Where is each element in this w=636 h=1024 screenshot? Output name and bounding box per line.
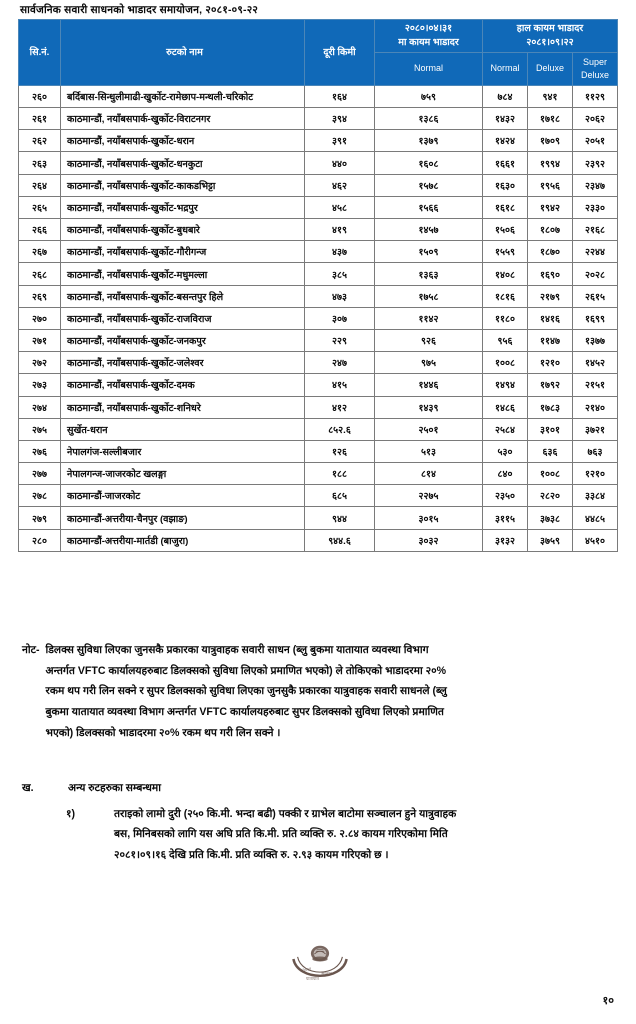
cell-old-normal-fare: १६०८	[375, 152, 483, 174]
section-heading: अन्य रुटहरुका सम्बन्धमा	[68, 782, 161, 794]
cell-deluxe-fare: २८२०	[528, 485, 573, 507]
column-header-super-deluxe	[573, 52, 618, 85]
cell-normal-fare: १४९४	[483, 374, 528, 396]
cell-distance: ८५२.६	[305, 418, 375, 440]
cell-normal-fare: १००८	[483, 352, 528, 374]
cell-route-name: काठमान्डौं, नयाँबसपार्क-खुर्कोट-बुधबारे	[61, 219, 305, 241]
cell-super-deluxe-fare: २०२८	[573, 263, 618, 285]
cell-super-deluxe-fare: ११२९	[573, 85, 618, 107]
old-fare-caption: मा कायम भाडादर	[398, 36, 459, 48]
cell-serial-no: २७४	[19, 396, 61, 418]
cell-normal-fare: ३११५	[483, 507, 528, 529]
cell-super-deluxe-fare: १३७७	[573, 329, 618, 351]
table-row	[19, 352, 618, 374]
cell-old-normal-fare: १५७८	[375, 174, 483, 196]
table-row	[19, 108, 618, 130]
svg-text:सरकार: सरकार	[321, 971, 332, 977]
table-row	[19, 285, 618, 307]
cell-super-deluxe-fare: २६१५	[573, 285, 618, 307]
cell-deluxe-fare: ३७५९	[528, 529, 573, 551]
cell-old-normal-fare: १३६३	[375, 263, 483, 285]
column-header-current-fare	[483, 20, 618, 53]
section-heading-row	[22, 778, 616, 799]
cell-deluxe-fare: १९५६	[528, 174, 573, 196]
table-row	[19, 485, 618, 507]
column-header-route-name: रुटको नाम	[61, 20, 305, 86]
cell-route-name: काठमान्डौं, नयाँबसपार्क-खुर्कोट-जनकपुर	[61, 329, 305, 351]
section-item-line: २०८१।०९।१६ देखि प्रति कि.मी. प्रति व्यक्ति रु. २.९३ कायम गरिएको छ ।	[114, 848, 389, 861]
cell-normal-fare: २५८४	[483, 418, 528, 440]
cell-distance: ९४४	[305, 507, 375, 529]
cell-normal-fare: १६६१	[483, 152, 528, 174]
cell-distance: ३९१	[305, 130, 375, 152]
cell-serial-no: २७५	[19, 418, 61, 440]
cell-serial-no: २७८	[19, 485, 61, 507]
cell-super-deluxe-fare: २३९२	[573, 152, 618, 174]
cell-route-name: काठमान्डौं-जाजरकोट	[61, 485, 305, 507]
cell-super-deluxe-fare: २०५१	[573, 130, 618, 152]
cell-route-name: काठमान्डौं-अत्तरीया-चैनपुर (वझाङ)	[61, 507, 305, 529]
section-other-routes	[22, 778, 616, 866]
cell-serial-no: २६९	[19, 285, 61, 307]
svg-text:नेपाल: नेपाल	[302, 966, 312, 974]
cell-route-name: काठमान्डौं, नयाँबसपार्क-खुर्कोट-भद्रपुर	[61, 196, 305, 218]
cell-distance: ४५८	[305, 196, 375, 218]
cell-deluxe-fare: ३७३८	[528, 507, 573, 529]
table-header	[19, 20, 618, 86]
cell-old-normal-fare: २२७५	[375, 485, 483, 507]
cell-serial-no: २८०	[19, 529, 61, 551]
cell-distance: ४१५	[305, 374, 375, 396]
table-row	[19, 440, 618, 462]
cell-route-name: सुर्खेत-धरान	[61, 418, 305, 440]
table-body	[19, 85, 618, 551]
cell-super-deluxe-fare: ३३८४	[573, 485, 618, 507]
current-fare-date: २०८१।०९।२२	[526, 36, 574, 48]
cell-old-normal-fare: ७५९	[375, 85, 483, 107]
current-fare-caption: हाल कायम भाडादर	[516, 23, 584, 34]
cell-route-name: काठमान्डौं, नयाँबसपार्क-खुर्कोट-शनिधरे	[61, 396, 305, 418]
cell-deluxe-fare: १४१६	[528, 307, 573, 329]
note-line: डिलक्स सुविधा लिएका जुनसकै प्रकारका यात्रुवाहक सवारी साधन (ब्लु बुकमा यातायात व्यवस्था विभाग	[45, 644, 429, 656]
cell-normal-fare: ५३०	[483, 440, 528, 462]
note-line: अन्तर्गत VFTC कार्यालयहरुबाट डिलक्सको सुविधा लिएको प्रमाणित भएको) ले तोकिएको भाडादरमा २०%	[45, 664, 447, 677]
cell-serial-no: २७७	[19, 463, 61, 485]
table-row	[19, 374, 618, 396]
cell-deluxe-fare: ६३६	[528, 440, 573, 462]
cell-route-name: नेपालगन्ज-जाजरकोट खलङ्गा	[61, 463, 305, 485]
cell-distance: २४७	[305, 352, 375, 374]
cell-super-deluxe-fare: २२४४	[573, 241, 618, 263]
cell-deluxe-fare: ११४७	[528, 329, 573, 351]
cell-distance: ४७३	[305, 285, 375, 307]
cell-distance: १८८	[305, 463, 375, 485]
table-row	[19, 307, 618, 329]
super-deluxe-line2: Deluxe	[580, 69, 609, 80]
column-header-old-fare	[375, 20, 483, 53]
old-fare-date: २०८०।०४।३१	[404, 23, 453, 34]
cell-distance: ६८५	[305, 485, 375, 507]
official-seal-icon	[285, 938, 355, 994]
note-row	[22, 640, 616, 743]
cell-old-normal-fare: ५१३	[375, 440, 483, 462]
page-title: सार्वजनिक सवारी साधनको भाडादर समायोजन, २०८१-०९-२२	[20, 4, 259, 16]
cell-route-name: नेपालगंज-सल्लीबजार	[61, 440, 305, 462]
cell-old-normal-fare: २५०१	[375, 418, 483, 440]
cell-super-deluxe-fare: २१४०	[573, 396, 618, 418]
cell-old-normal-fare: १३८६	[375, 108, 483, 130]
note-line: बुकमा यातायात व्यवस्था विभाग अन्तर्गत VFTC कार्यालयहरुबाट सुपर डिलक्सको सुविधा लिएको प्रमाणित	[45, 705, 444, 718]
cell-deluxe-fare: १२१०	[528, 352, 573, 374]
cell-old-normal-fare: ९२६	[375, 329, 483, 351]
cell-old-normal-fare: १५०९	[375, 241, 483, 263]
cell-old-normal-fare: ३०१५	[375, 507, 483, 529]
column-header-deluxe: Deluxe	[528, 52, 573, 85]
cell-super-deluxe-fare: १४५२	[573, 352, 618, 374]
cell-route-name: काठमान्डौं, नयाँबसपार्क-खुर्कोट-जलेश्वर	[61, 352, 305, 374]
cell-normal-fare: १४३२	[483, 108, 528, 130]
cell-deluxe-fare: १७१८	[528, 108, 573, 130]
cell-normal-fare: १८१६	[483, 285, 528, 307]
cell-super-deluxe-fare: १६९९	[573, 307, 618, 329]
cell-super-deluxe-fare: २३४७	[573, 174, 618, 196]
cell-old-normal-fare: ८१४	[375, 463, 483, 485]
column-header-serial-no: सि.नं.	[19, 20, 61, 86]
cell-distance: ३८५	[305, 263, 375, 285]
cell-old-normal-fare: १३७९	[375, 130, 483, 152]
section-key: ख.	[22, 782, 34, 794]
header-row-main	[19, 20, 618, 53]
cell-route-name: काठमान्डौं, नयाँबसपार्क-खुर्कोट-धनकुटा	[61, 152, 305, 174]
cell-deluxe-fare: १८०७	[528, 219, 573, 241]
cell-deluxe-fare: ९४१	[528, 85, 573, 107]
column-header-distance: दूरी किमी	[305, 20, 375, 86]
cell-super-deluxe-fare: ७६३	[573, 440, 618, 462]
cell-serial-no: २६७	[19, 241, 61, 263]
cell-normal-fare: १४०८	[483, 263, 528, 285]
cell-serial-no: २७१	[19, 329, 61, 351]
section-item-line: तराइको लामो दुरी (२५० कि.मी. भन्दा बढी) पक्की र ग्राभेल बाटोमा सञ्चालन हुने यात्रुवाहक	[114, 807, 457, 820]
cell-distance: ४३७	[305, 241, 375, 263]
cell-old-normal-fare: ११४२	[375, 307, 483, 329]
cell-serial-no: २६३	[19, 152, 61, 174]
cell-serial-no: २७२	[19, 352, 61, 374]
cell-normal-fare: २३५०	[483, 485, 528, 507]
cell-old-normal-fare: १४५७	[375, 219, 483, 241]
table-row	[19, 463, 618, 485]
cell-super-deluxe-fare: २०६२	[573, 108, 618, 130]
table-row	[19, 507, 618, 529]
cell-route-name: काठमान्डौं, नयाँबसपार्क-खुर्कोट-राजविराज	[61, 307, 305, 329]
cell-serial-no: २६१	[19, 108, 61, 130]
cell-old-normal-fare: ९७५	[375, 352, 483, 374]
cell-normal-fare: ८४०	[483, 463, 528, 485]
note-body	[46, 640, 617, 743]
table-row	[19, 85, 618, 107]
cell-old-normal-fare: १४३९	[375, 396, 483, 418]
cell-normal-fare: ११८०	[483, 307, 528, 329]
cell-normal-fare: १६३०	[483, 174, 528, 196]
table-row	[19, 196, 618, 218]
cell-old-normal-fare: १४४६	[375, 374, 483, 396]
cell-normal-fare: १५०६	[483, 219, 528, 241]
cell-deluxe-fare: १००८	[528, 463, 573, 485]
cell-route-name: काठमान्डौं, नयाँबसपार्क-खुर्कोट-काकडभिट्टा	[61, 174, 305, 196]
note-line: रकम थप गरी लिन सक्ने र सुपर डिलक्सको सुविधा लिएका जुनसुकै प्रकारका यात्रुवाहक सवारी साधनले (ब्लु	[45, 685, 447, 698]
cell-deluxe-fare: १७०९	[528, 130, 573, 152]
cell-distance: ३०७	[305, 307, 375, 329]
column-header-normal: Normal	[483, 52, 528, 85]
note-line: भएको) डिलक्सको भाडादरमा २०% रकम थप गरी लिन सक्ने ।	[45, 726, 281, 739]
cell-distance: ४१९	[305, 219, 375, 241]
cell-serial-no: २६४	[19, 174, 61, 196]
cell-serial-no: २६८	[19, 263, 61, 285]
cell-distance: ९४४.६	[305, 529, 375, 551]
table-row	[19, 130, 618, 152]
cell-route-name: काठमान्डौं, नयाँबसपार्क-खुर्कोट-धरान	[61, 130, 305, 152]
cell-serial-no: २७०	[19, 307, 61, 329]
table-row	[19, 152, 618, 174]
cell-deluxe-fare: १९४२	[528, 196, 573, 218]
cell-distance: २२९	[305, 329, 375, 351]
cell-route-name: काठमान्डौं, नयाँबसपार्क-खुर्कोट-मधुमल्ला	[61, 263, 305, 285]
cell-route-name: बर्दिबास-सिन्धुलीमाढी-खुर्कोट-रामेछाप-मन्थली-चरिकोट	[61, 85, 305, 107]
cell-distance: ४१२	[305, 396, 375, 418]
cell-serial-no: २६०	[19, 85, 61, 107]
cell-old-normal-fare: १५६६	[375, 196, 483, 218]
cell-distance: ३९४	[305, 108, 375, 130]
table-row	[19, 219, 618, 241]
cell-super-deluxe-fare: ४४८५	[573, 507, 618, 529]
cell-serial-no: २६२	[19, 130, 61, 152]
table-row	[19, 329, 618, 351]
cell-old-normal-fare: ३०३२	[375, 529, 483, 551]
cell-normal-fare: १६१८	[483, 196, 528, 218]
cell-normal-fare: १४८६	[483, 396, 528, 418]
note-block	[22, 640, 616, 743]
cell-super-deluxe-fare: २३३०	[573, 196, 618, 218]
cell-route-name: काठमान्डौं, नयाँबसपार्क-खुर्कोट-गौरीगन्ज	[61, 241, 305, 263]
cell-serial-no: २६५	[19, 196, 61, 218]
table-row	[19, 241, 618, 263]
cell-deluxe-fare: १८७०	[528, 241, 573, 263]
cell-route-name: काठमान्डौं, नयाँबसपार्क-खुर्कोट-विराटनगर	[61, 108, 305, 130]
cell-serial-no: २७६	[19, 440, 61, 462]
cell-super-deluxe-fare: १२१०	[573, 463, 618, 485]
section-item	[22, 804, 616, 866]
cell-normal-fare: ९५६	[483, 329, 528, 351]
section-item-line: बस, मिनिबसको लागि यस अघि प्रति कि.मी. प्रति व्यक्ति रु. २.८४ कायम गरिएकोमा मिति	[114, 828, 448, 841]
cell-super-deluxe-fare: ४५१०	[573, 529, 618, 551]
table-row	[19, 396, 618, 418]
table-row	[19, 263, 618, 285]
cell-normal-fare: १४२४	[483, 130, 528, 152]
cell-route-name: काठमान्डौं, नयाँबसपार्क-खुर्कोट-दमक	[61, 374, 305, 396]
table-row	[19, 529, 618, 551]
column-header-old-normal: Normal	[375, 52, 483, 85]
svg-text:यातायात: यातायात	[306, 976, 319, 981]
cell-route-name: काठमान्डौं, नयाँबसपार्क-खुर्कोट-बसन्तपुर हिले	[61, 285, 305, 307]
cell-deluxe-fare: १७८३	[528, 396, 573, 418]
note-label: नोट-	[22, 644, 40, 656]
cell-distance: ४६२	[305, 174, 375, 196]
cell-route-name: काठमान्डौं-अत्तरीया-मार्तडी (बाजुरा)	[61, 529, 305, 551]
cell-super-deluxe-fare: २१५१	[573, 374, 618, 396]
super-deluxe-line1: Super	[582, 56, 608, 67]
page-number: १०	[602, 995, 614, 1007]
section-item-body	[114, 804, 616, 866]
fare-adjustment-table	[18, 19, 618, 552]
cell-deluxe-fare: ३१०१	[528, 418, 573, 440]
cell-deluxe-fare: १९९४	[528, 152, 573, 174]
cell-serial-no: २७३	[19, 374, 61, 396]
cell-distance: ४४०	[305, 152, 375, 174]
cell-deluxe-fare: १६९०	[528, 263, 573, 285]
table-row	[19, 418, 618, 440]
section-item-key: १)	[66, 807, 76, 820]
cell-normal-fare: ७८४	[483, 85, 528, 107]
cell-deluxe-fare: २१७९	[528, 285, 573, 307]
cell-normal-fare: १५५९	[483, 241, 528, 263]
cell-super-deluxe-fare: २१६८	[573, 219, 618, 241]
table-row	[19, 174, 618, 196]
cell-old-normal-fare: १७५८	[375, 285, 483, 307]
cell-distance: १२६	[305, 440, 375, 462]
cell-deluxe-fare: १७९२	[528, 374, 573, 396]
cell-normal-fare: ३१३२	[483, 529, 528, 551]
cell-distance: १६४	[305, 85, 375, 107]
cell-serial-no: २७९	[19, 507, 61, 529]
cell-serial-no: २६६	[19, 219, 61, 241]
cell-super-deluxe-fare: ३७२१	[573, 418, 618, 440]
